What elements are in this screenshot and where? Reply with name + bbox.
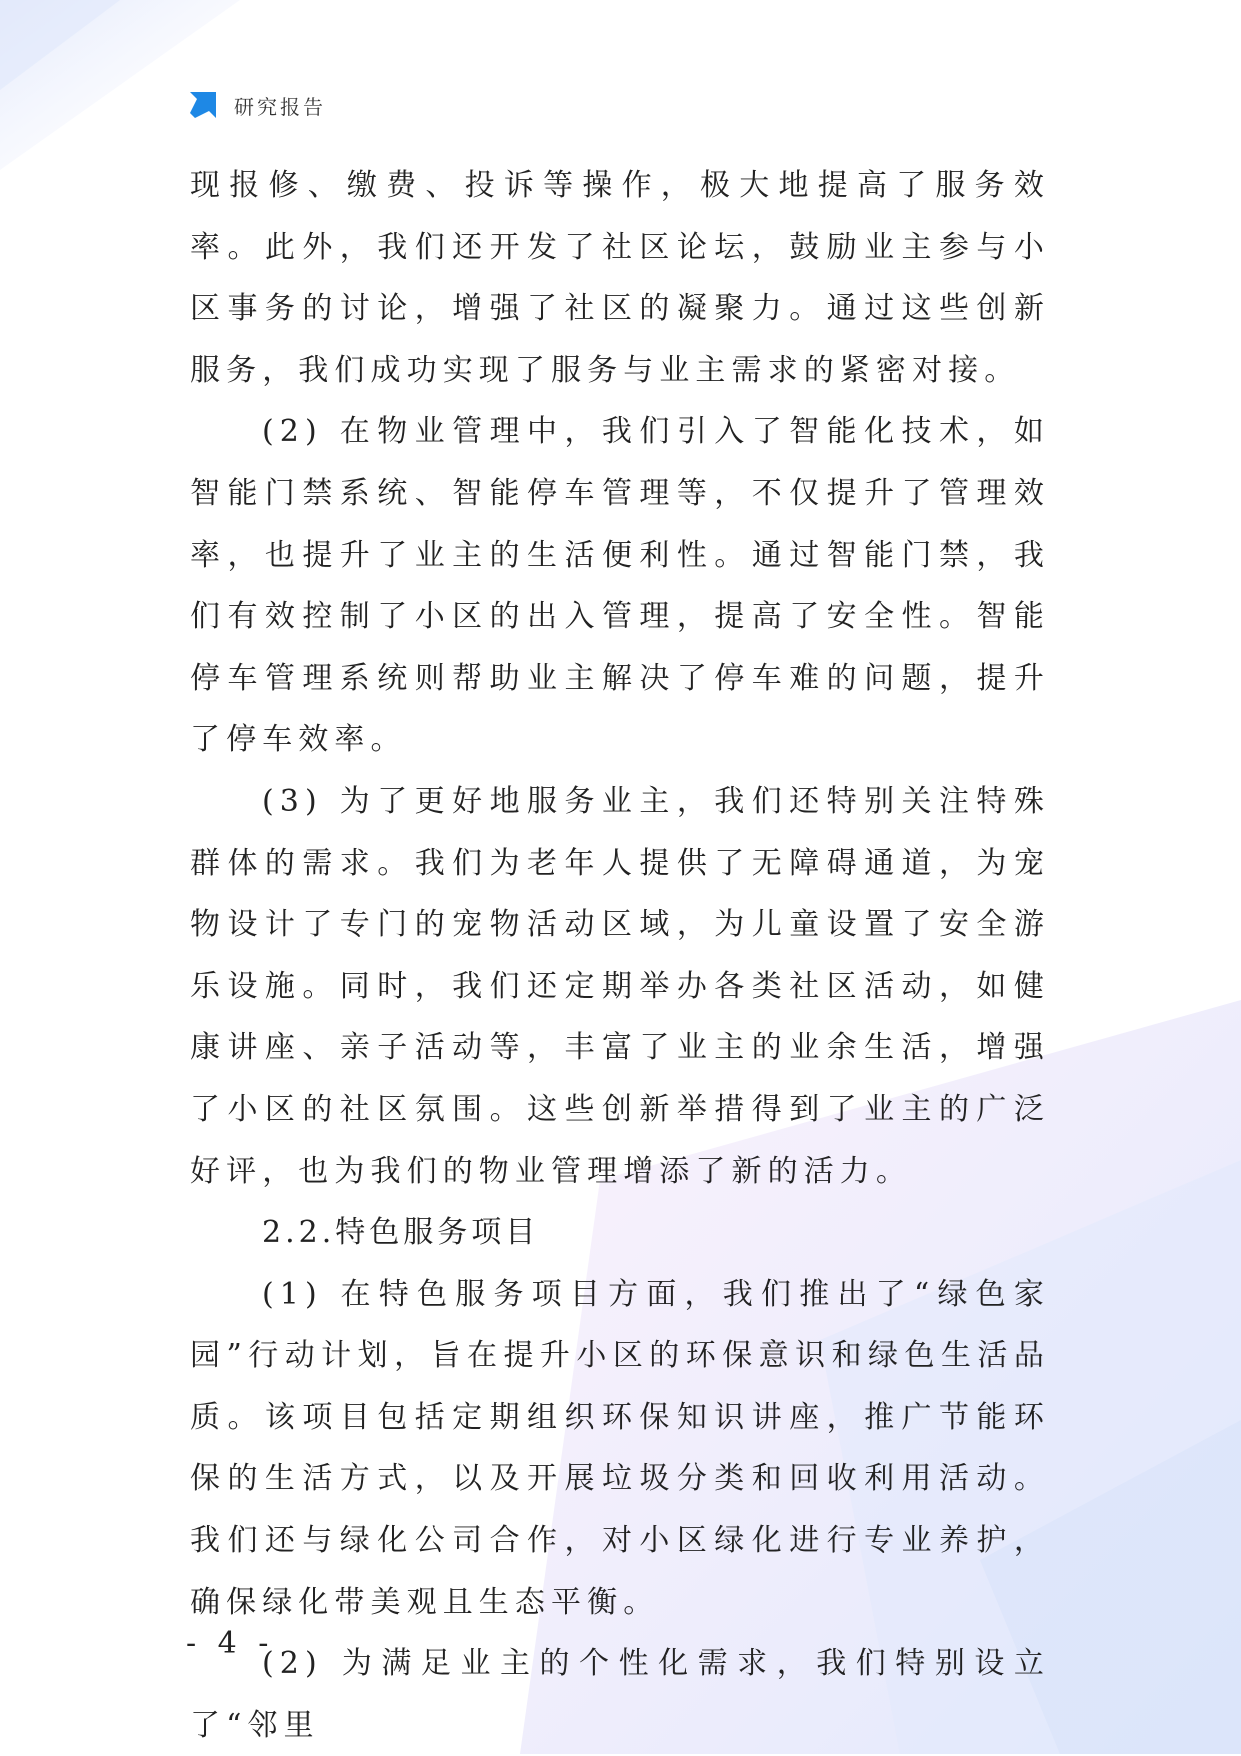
paragraph-section-item-2: (2) 为满足业主的个性化需求，我们特别设立了“邻里 — [190, 1646, 1050, 1743]
document-body — [190, 155, 1050, 1756]
paragraph-item-2: (2) 在物业管理中，我们引入了智能化技术，如智能门禁系统、智能停车管理等，不仅提升了管理效率，也提升了业主的生活便利性。通过智能门禁，我们有效控制了小区的出入管理，提高了安全性。智能停车管理系统则帮助业主解决了停车难的问题，提升了停车效率。 — [190, 414, 1050, 758]
document-header — [186, 88, 326, 122]
section-heading: 2.2.特色服务项目 — [262, 1215, 540, 1251]
header-title: 研究报告 — [234, 94, 326, 119]
paragraph-item-3: (3) 为了更好地服务业主，我们还特别关注特殊群体的需求。我们为老年人提供了无障碍通道，为宠物设计了专门的宠物活动区域，为儿童设置了安全游乐设施。同时，我们还定期举办各类社区活动，如健康讲座、亲子活动等，丰富了业主的业余生活，增强了小区的社区氛围。这些创新举措得到了业主的广泛好评，也为我们的物业管理增添了新的活力。 — [190, 783, 1050, 1189]
page-number: - 4 - — [186, 1626, 275, 1661]
paragraph-section-item-1: (1) 在特色服务项目方面，我们推出了“绿色家园”行动计划，旨在提升小区的环保意识和绿色生活品质。该项目包括定期组织环保知识讲座，推广节能环保的生活方式，以及开展垃圾分类和回收利用活动。我们还与绿化公司合作，对小区绿化进行专业养护，确保绿化带美观且生态平衡。 — [190, 1276, 1050, 1620]
arrow-up-right-logo-icon — [186, 88, 220, 122]
paragraph-continued: 现报修、缴费、投诉等操作，极大地提高了服务效率。此外，我们还开发了社区论坛，鼓励业主参与小区事务的讨论，增强了社区的凝聚力。通过这些创新服务，我们成功实现了服务与业主需求的紧密对接。 — [190, 168, 1050, 388]
